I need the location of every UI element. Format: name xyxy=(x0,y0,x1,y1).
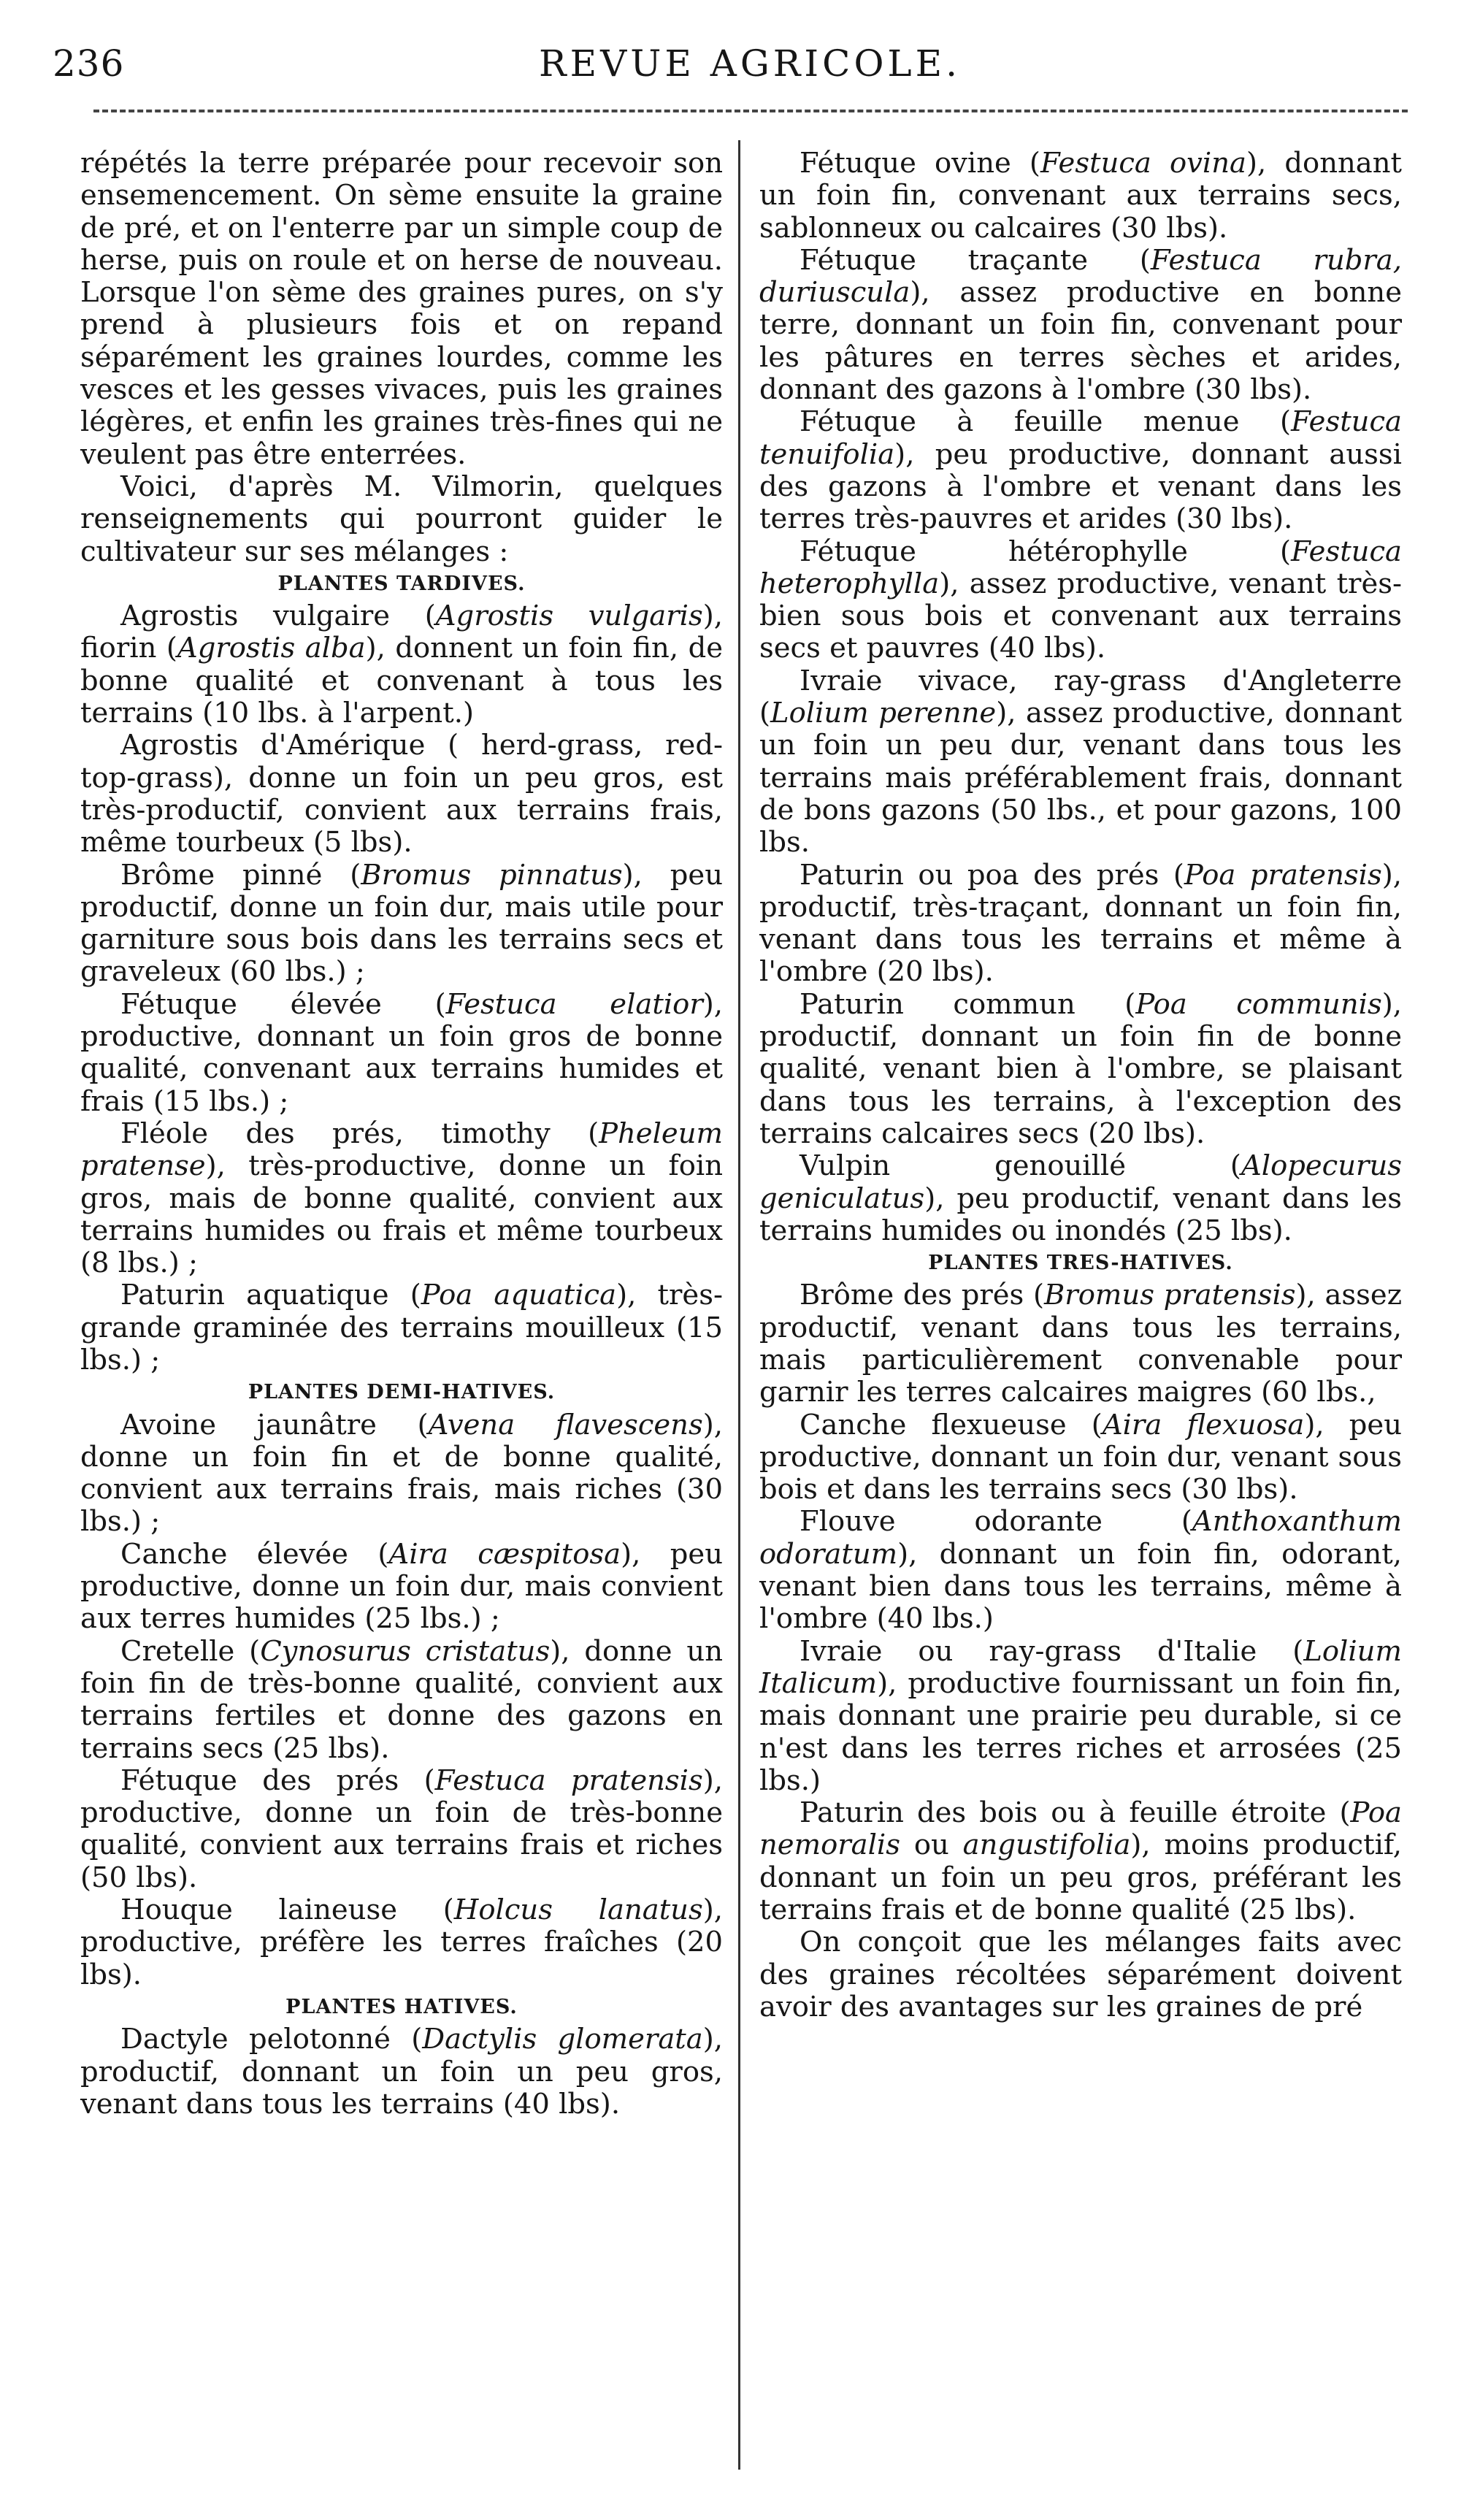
entry-cretelle: Cretelle (Cynosurus cristatus), donne un foin fin de très-bonne qualité, convient aux terrains fertiles et donne des gazons en terrains secs (25 lbs). xyxy=(80,1634,724,1765)
entry-fetuque-ovine: Fétuque ovine (Festuca ovina), donnant un foin fin, convenant aux terrains secs, sablonneux ou calcaires (30 lbs). xyxy=(759,147,1403,245)
section-heading: PLANTES TARDIVES. xyxy=(277,572,526,595)
entry-fetuque-tracante: Fétuque traçante (Festuca rubra, duriuscula), assez productive en bonne terre, donnant un foin fin, convenant pour les pâtures en terres sèches et arides, donnant des gazons à l'ombre (30 lbs). xyxy=(759,243,1402,407)
section-heading: PLANTES HATIVES. xyxy=(285,1995,518,2018)
entry-vulpin: Vulpin genouillé (Alopecurus geniculatus), peu productif, venant dans les terrains humides ou inondés (25 lbs). xyxy=(759,1149,1402,1247)
entry-paturin-commun: Paturin commun (Poa communis), productif, donnant un foin fin de bonne qualité, venant bien à l'ombre, se plaisant dans tous les terrains, à l'exception des terrains calcaires secs (20 lbs). xyxy=(759,987,1402,1150)
entry-agrostis-amerique: Agrostis d'Amérique ( herd-grass, red-top-grass), donne un foin un peu gros, est très-productif, convient aux terrains frais, même tourbeux (5 lbs). xyxy=(80,729,723,859)
section-heading: PLANTES DEMI-HATIVES. xyxy=(248,1381,556,1404)
column-divider xyxy=(738,140,740,2470)
paragraph: On conçoit que les mélanges faits avec des graines récoltées séparément doivent avoir des avantages sur les graines de pré xyxy=(759,1926,1402,2023)
entry-avoine: Avoine jaunâtre (Avena flavescens), donne un foin fin et de bonne qualité, convient aux terrains frais, mais riches (30 lbs.) ; xyxy=(80,1408,723,1539)
paragraph: Voici, d'après M. Vilmorin, quelques renseignements qui pourront guider le cultivateur sur ses mélanges : xyxy=(80,470,723,568)
paragraph: répétés la terre préparée pour recevoir son ensemencement. On sème ensuite la graine de pré, et on l'enterre par un simple coup de herse, puis on roule et on herse de nouveau. Lorsque l'on sème des graines pures, on s'y prend à plusieurs fois et on repand séparément les graines lourdes, comme les vesces et les gesses vivaces, puis les graines légères, et enfin les graines très-fines qui ne veulent pas être enterrées. xyxy=(80,147,723,471)
entry-fetuque-heterophylle: Fétuque hétérophylle (Festuca heterophylla), assez productive, venant très-bien sous bois et convenant aux terrains secs et pauvres (40 lbs). xyxy=(759,535,1402,665)
left-column xyxy=(80,148,723,2121)
page-number: 236 xyxy=(53,42,125,85)
entry-ivraie-italie: Ivraie ou ray-grass d'Italie (Lolium Italicum), productive fournissant un foin fin, mais donnant une prairie peu durable, si ce n'est dans les terres riches et arrosées (25 lbs.) xyxy=(759,1634,1402,1797)
entry-flouve: Flouve odorante (Anthoxanthum odoratum), donnant un foin fin, odorant, venant bien dans tous les terrains, même à l'ombre (40 lbs.) xyxy=(759,1505,1402,1636)
running-head: REVUE AGRICOLE. xyxy=(538,42,962,85)
entry-fleole: Fléole des prés, timothy (Pheleum pratense), très-productive, donne un foin gros, mais de bonne qualité, convient aux terrains humides ou frais et même tourbeux (8 lbs.) ; xyxy=(80,1117,723,1280)
entry-dactyle: Dactyle pelotonné (Dactylis glomerata), productif, donnant un foin un peu gros, venant dans tous les terrains (40 lbs). xyxy=(80,2023,723,2121)
entry-fetuque-elevee: Fétuque élevée (Festuca elatior), productive, donnant un foin gros de bonne qualité, convenant aux terrains humides et frais (15 lbs.) ; xyxy=(80,987,723,1118)
entry-brome-pres: Brôme des prés (Bromus pratensis), assez productif, venant dans tous les terrains, mais particulièrement convenable pour garnir les terres calcaires maigres (60 lbs., xyxy=(759,1279,1402,1409)
section-heading: PLANTES TRES-HATIVES. xyxy=(928,1252,1233,1275)
entry-paturin-aquatique: Paturin aquatique (Poa aquatica), très-grande graminée des terrains mouilleux (15 lbs.) ; xyxy=(80,1279,723,1376)
entry-canche-elevee: Canche élevée (Aira cæspitosa), peu productive, donne un foin dur, mais convient aux terres humides (25 lbs.) ; xyxy=(80,1537,723,1636)
page-header xyxy=(53,42,1447,101)
entry-paturin-pres: Paturin ou poa des prés (Poa pratensis), productif, très-traçant, donnant un foin fin, venant dans tous les terrains et même à l'ombre (20 lbs). xyxy=(759,858,1402,989)
entry-paturin-bois: Paturin des bois ou à feuille étroite (Poa nemoralis ou angustifolia), moins productif, donnant un foin un peu gros, préférant les terrains frais et de bonne qualité (25 lbs). xyxy=(759,1796,1403,1927)
entry-houque: Houque laineuse (Holcus lanatus), productive, préfère les terres fraîches (20 lbs). xyxy=(80,1893,723,1991)
header-rule xyxy=(93,110,1408,112)
entry-fetuque-pres: Fétuque des prés (Festuca pratensis), productive, donne un foin de très-bonne qualité, convient aux terrains frais et riches (50 lbs). xyxy=(80,1763,723,1894)
entry-fetuque-tenuifolia: Fétuque à feuille menue (Festuca tenuifolia), peu productive, donnant aussi des gazons à l'ombre et venant dans les terres très-pauvres et arides (30 lbs). xyxy=(759,405,1402,536)
entry-canche-flexueuse: Canche flexueuse (Aira flexuosa), peu productive, donnant un foin dur, venant sous bois et dans les terrains secs (30 lbs). xyxy=(759,1408,1402,1506)
entry-agrostis-vulgaire: Agrostis vulgaire (Agrostis vulgaris), fiorin (Agrostis alba), donnent un foin fin, de bonne qualité et convenant à tous les terrains (10 lbs. à l'arpent.) xyxy=(80,600,724,730)
entry-ivraie-vivace: Ivraie vivace, ray-grass d'Angleterre (Lolium perenne), assez productive, donnant un foin un peu dur, venant dans tous les terrains mais préférablement frais, donnant de bons gazons (50 lbs., et pour gazons, 100 lbs. xyxy=(759,664,1402,859)
entry-brome-pinne: Brôme pinné (Bromus pinnatus), peu productif, donne un foin dur, mais utile pour garniture sous bois dans les terrains secs et graveleux (60 lbs.) ; xyxy=(80,858,723,989)
right-column xyxy=(759,148,1402,2023)
